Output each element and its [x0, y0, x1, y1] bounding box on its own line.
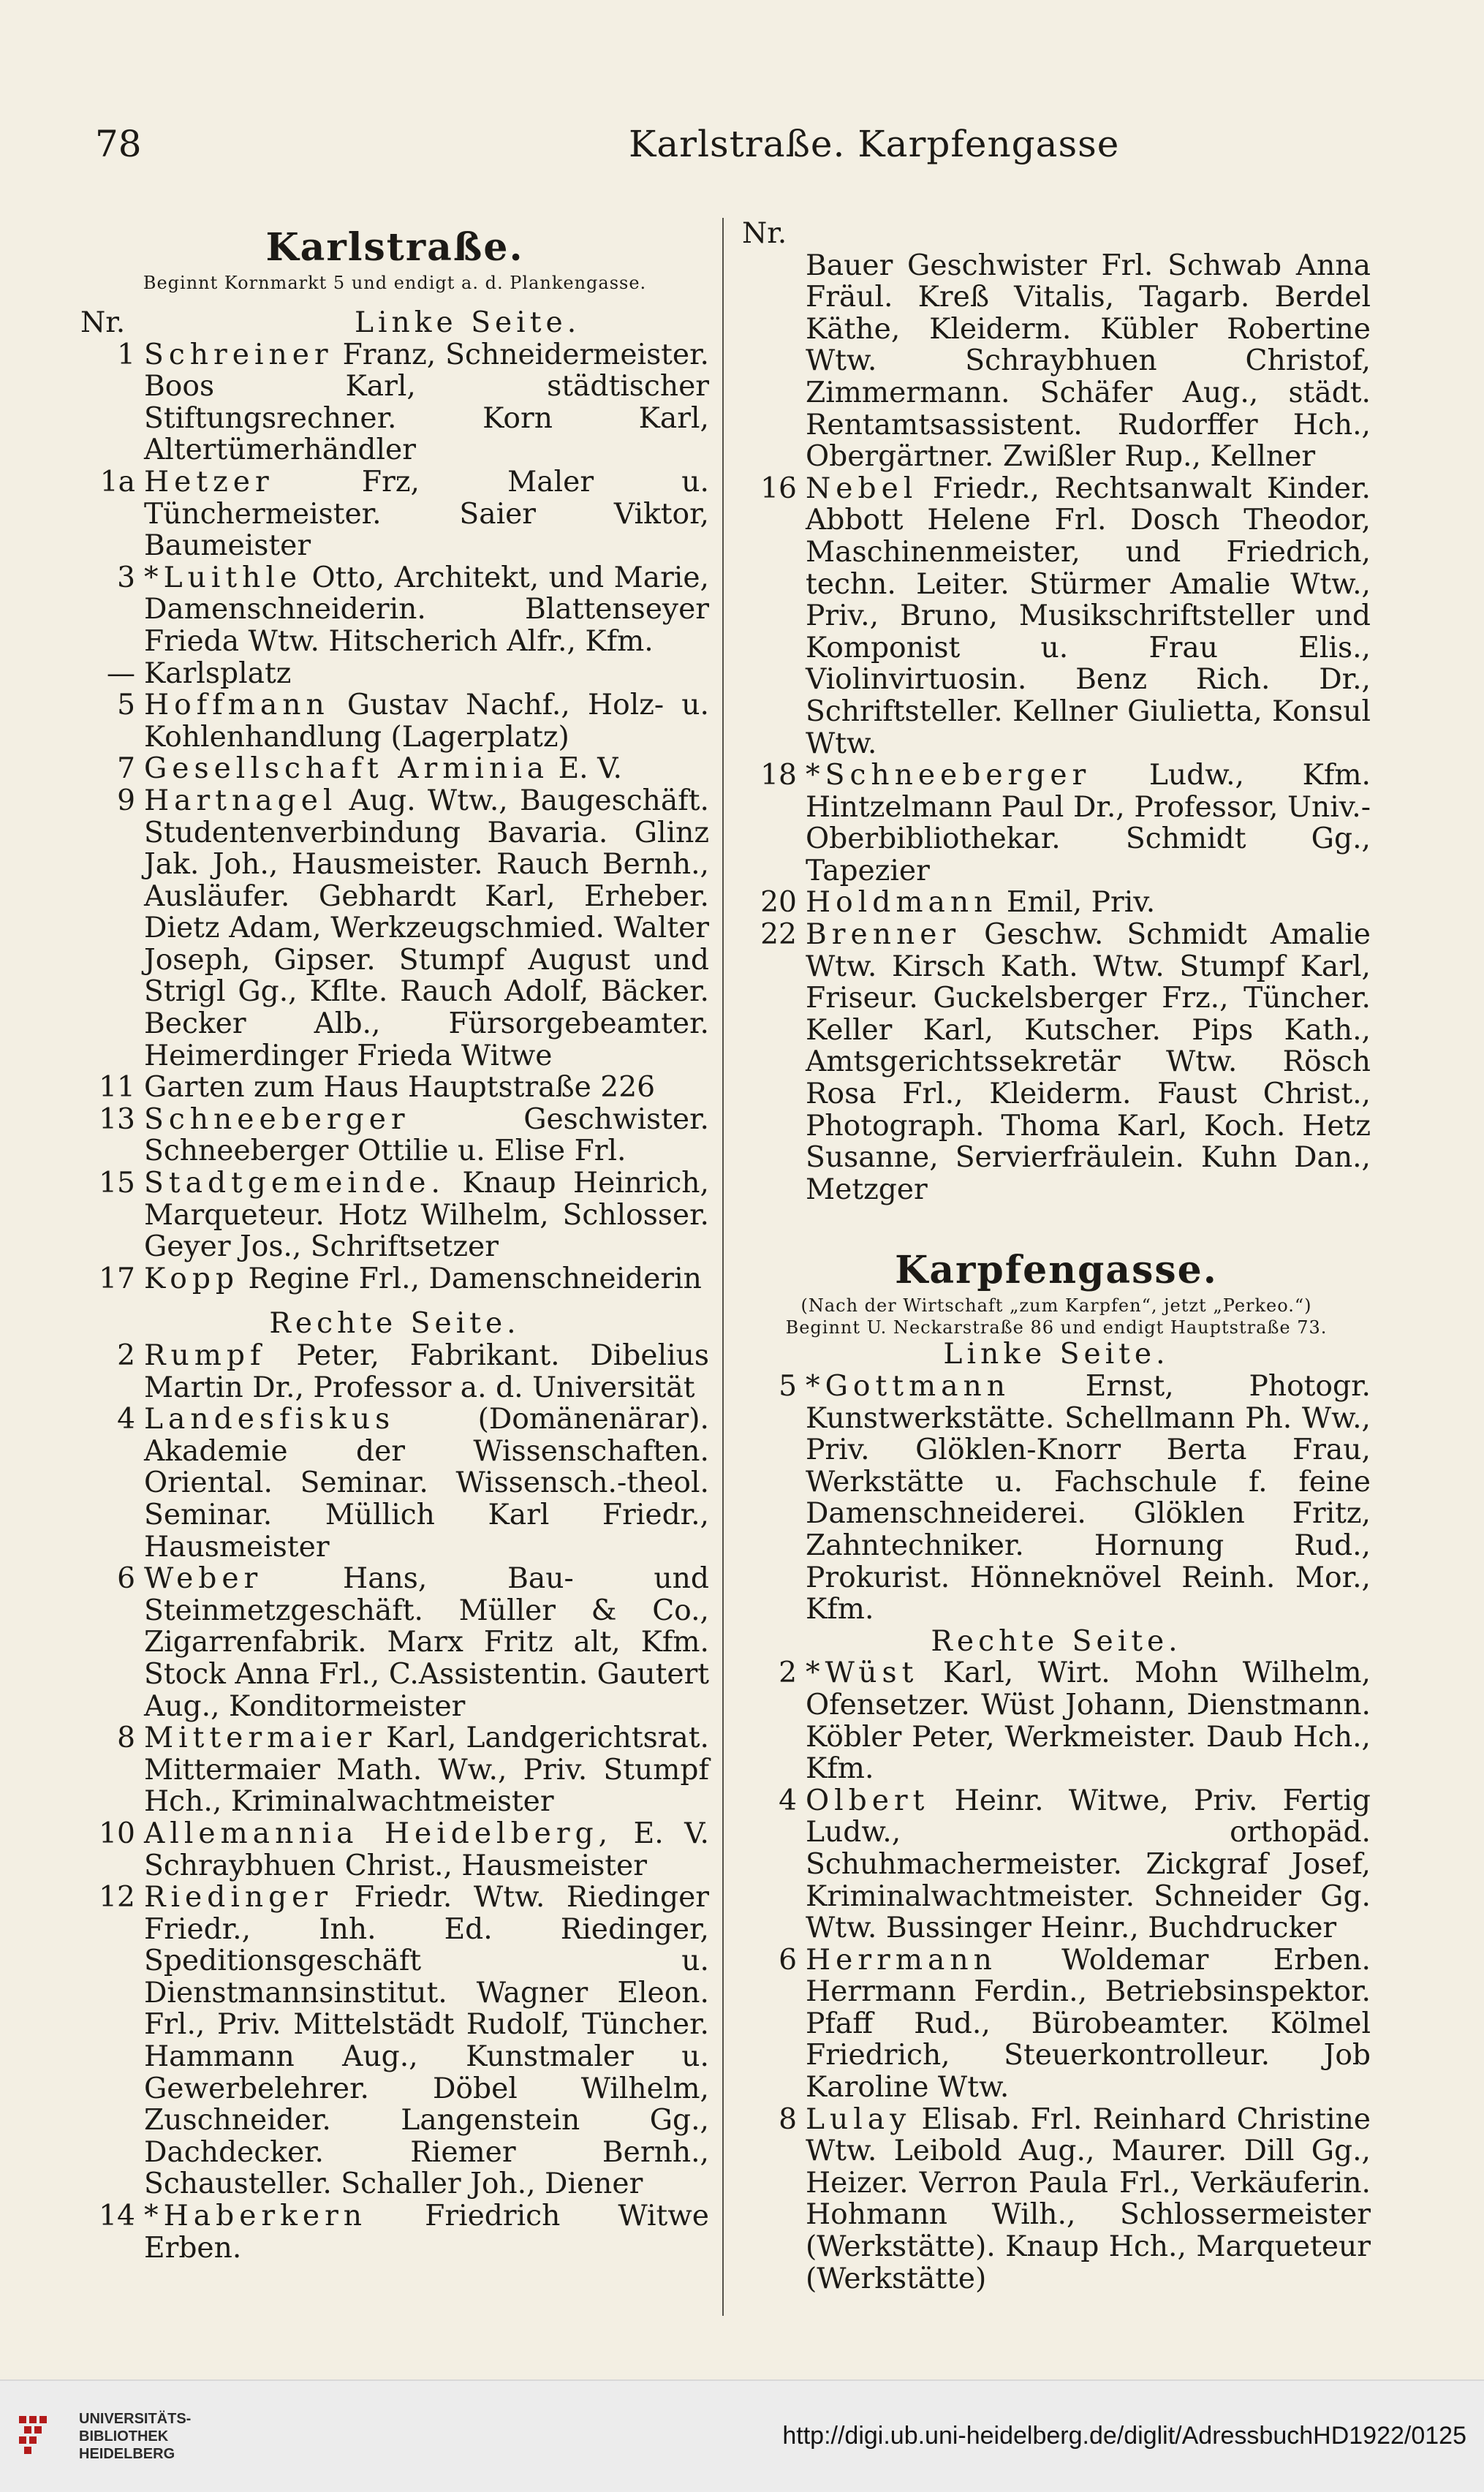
house-number: 12: [99, 1881, 135, 1915]
house-number: 1a: [99, 465, 135, 499]
house-number: 16: [760, 471, 797, 505]
residents-text: Friedr. Wtw. Riedinger Friedr., Inh. Ed. Riedinger, Speditionsgeschäft u. Dienstmannsinstitut. Wagner Eleon. Frl., Priv. Mittelstädt Rudolf, Tüncher. Hammann Aug., Kunstmaler u. Gewerbelehrer. Döbel Wilhelm, Zuschneider. Langenstein Gg., Dachdecker. Riemer Bernh., Schausteller. Schaller Joh., Diener: [144, 1881, 709, 2201]
house-number: 18: [760, 759, 797, 792]
entry-text: [806, 2104, 1371, 2295]
street-subtitle: (Nach der Wirtschaft „zum Karpfen“, jetzt „Perkeo.“): [800, 1295, 1312, 1317]
entry-text: [144, 562, 709, 658]
residents-text: Ernst, Photogr. Kunstwerkstätte. Schellmann Ph. Ww., Priv. Glöklen-Knorr Berta Frau, Werkstätte u. Fachschule f. feine Damenschneiderei. Glöklen Fritz, Zahntechniker. Hornung Rud., Prokurist. Hönneknövel Reinh. Mor., Kfm.: [806, 1370, 1371, 1626]
house-number: 3: [117, 561, 135, 594]
street-subtitle: Beginnt U. Neckarstraße 86 und endigt Hauptstraße 73.: [785, 1317, 1328, 1338]
directory-entry: [80, 1563, 709, 1722]
entry-list: [742, 473, 1371, 1206]
entry-text: [144, 1072, 709, 1104]
house-number: 8: [779, 2102, 797, 2136]
entry-list: [742, 1657, 1371, 2295]
house-number: 6: [117, 1562, 135, 1596]
column-heading: [80, 307, 709, 339]
footer-bar: [0, 2379, 1484, 2492]
entry-text: [806, 887, 1371, 919]
side-heading-left: Linke Seite.: [943, 1338, 1170, 1371]
residents-text: E. V. Schraybhuen Christ., Hausmeister: [144, 1817, 709, 1882]
directory-entry: [80, 1722, 709, 1818]
entry-text: [144, 2200, 709, 2264]
residents-text: Friedr., Rechtsanwalt Kinder. Abbott Helene Frl. Dosch Theodor, Maschinenmeister, und Friedrich, techn. Leiter. Stürmer Amalie Wtw., Priv., Bruno, Musikschriftsteller und Komponist u. Frau Elis., Violinvirtuosin. Benz Rich. Dr., Schriftsteller. Kellner Giulietta, Konsul Wtw.: [806, 471, 1371, 760]
side-heading-left: Linke Seite.: [355, 306, 581, 339]
owner-name: Stadtgemeinde.: [144, 1167, 445, 1200]
street-title-karlstrasse: Karlstraße.: [265, 225, 524, 270]
owner-name: *Haberkern: [144, 2200, 368, 2233]
house-number: 14: [99, 2200, 135, 2233]
residents-text: Franz, Schneidermeister. Boos Karl, städtischer Stiftungsrechner. Korn Karl, Altertümerhändler: [144, 338, 709, 467]
residents-text: Heinr. Witwe, Priv. Fertig Ludw., orthopäd. Schuhmachermeister. Zickgraf Josef, Kriminalwachtmeister. Schneider Gg. Wtw. Bussinger Heinr., Buchdrucker: [806, 1784, 1371, 1945]
residents-text: Geschwister. Schneeberger Ottilie u. Elise Frl.: [144, 1102, 709, 1168]
continued-entry: Bauer Geschwister Frl. Schwab Anna Fräul. Kreß Vitalis, Tagarb. Berdel Käthe, Kleiderm. Kübler Robertine Wtw. Schraybhuen Christof, Zimmermann. Schäfer Aug., städt. Rentamtsassistent. Rudorffer Hch., Obergärtner. Zwißler Rup., Kellner: [806, 249, 1371, 474]
directory-entry: [80, 1404, 709, 1563]
directory-entry: [80, 2200, 709, 2264]
directory-entry: [80, 1167, 709, 1263]
directory-entry: [80, 1263, 709, 1295]
entry-text: [144, 1563, 709, 1722]
directory-entry: [80, 689, 709, 753]
owner-name: Schreiner: [144, 338, 333, 371]
right-column: [742, 218, 1371, 2295]
street-subtitle: Beginnt Kornmarkt 5 und endigt a. d. Plankengasse.: [143, 273, 647, 293]
residents-text: Woldemar Erben. Herrmann Ferdin., Betriebsinspektor. Pfaff Rud., Bürobeamter. Kölmel Friedrich, Steuerkontrolleur. Job Karoline Wtw.: [806, 1943, 1371, 2105]
entry-text: [806, 760, 1371, 887]
directory-entry: [80, 1072, 709, 1104]
owner-name: Hoffmann: [144, 689, 330, 722]
logo-line: HEIDELBERG: [79, 2446, 175, 2462]
left-column: [80, 227, 709, 2264]
directory-entry: [80, 658, 709, 690]
owner-name: Kopp: [144, 1262, 239, 1295]
owner-name: Allemannia Heidelberg,: [144, 1817, 613, 1850]
entry-text: [806, 1657, 1371, 1784]
residents-text: Karlsplatz: [144, 656, 292, 690]
residents-text: Gustav Nachf., Holz- u. Kohlenhandlung (Lagerplatz): [144, 689, 709, 754]
house-number: 10: [99, 1817, 135, 1850]
residents-text: Aug. Wtw., Baugeschäft. Studentenverbindung Bavaria. Glinz Jak. Joh., Hausmeister. Rauch Bernh., Ausläufer. Gebhardt Karl, Erheber. Dietz Adam, Werkzeugschmied. Walter Joseph, Gipser. Stumpf August und Strigl Gg., Kflte. Rauch Adolf, Bäcker. Becker Alb., Fürsorgebeamter. Heimerdinger Frieda Witwe: [144, 784, 709, 1072]
directory-entry: [742, 2104, 1371, 2295]
entry-text: [144, 466, 709, 562]
directory-entry: [742, 1785, 1371, 1944]
residents-text: Karl, Wirt. Mohn Wilhelm, Ofensetzer. Wüst Johann, Dienstmann. Köbler Peter, Werkmeister. Daub Hch., Kfm.: [806, 1656, 1371, 1786]
directory-entry: [80, 1882, 709, 2200]
owner-name: *Luithle: [144, 561, 303, 594]
directory-entry: [80, 785, 709, 1072]
owner-name: Olbert: [806, 1784, 930, 1817]
house-number: 5: [779, 1370, 797, 1403]
house-number: 11: [99, 1071, 135, 1105]
directory-entry: [742, 1371, 1371, 1626]
column-divider: [722, 218, 724, 2316]
house-number: 7: [117, 752, 135, 786]
university-library-logo-icon: [16, 2412, 67, 2463]
page-number: 78: [95, 123, 142, 165]
owner-name: Hetzer: [144, 465, 274, 499]
house-number: 15: [99, 1167, 135, 1200]
residents-text: E. V.: [558, 752, 622, 786]
nr-label: Nr.: [742, 217, 787, 250]
house-number: 9: [117, 784, 135, 817]
owner-name: Gesellschaft Arminia: [144, 752, 550, 786]
owner-name: *Gottmann: [806, 1370, 1010, 1403]
entry-text: [144, 753, 709, 785]
residents-text: Frz, Maler u. Tünchermeister. Saier Viktor, Baumeister: [144, 465, 709, 563]
entry-text: [806, 1785, 1371, 1944]
side-heading-right: Rechte Seite.: [269, 1307, 520, 1341]
side-heading-right: Rechte Seite.: [931, 1624, 1182, 1658]
residents-text: Otto, Architekt, und Marie, Damenschneiderin. Blattenseyer Frieda Wtw. Hitscherich Alfr., Kfm.: [144, 561, 709, 658]
directory-entry: [80, 1818, 709, 1882]
directory-entry: [80, 339, 709, 466]
house-number: 17: [99, 1262, 135, 1295]
directory-entry: [80, 1104, 709, 1167]
entry-list: [742, 1371, 1371, 1626]
house-number: 2: [779, 1656, 797, 1690]
owner-name: Holdmann: [806, 886, 998, 920]
directory-entry: [742, 1944, 1371, 2104]
house-number: 6: [779, 1943, 797, 1977]
residents-text: Friedrich Witwe Erben.: [144, 2200, 709, 2265]
directory-entry: [742, 1657, 1371, 1784]
owner-name: Hartnagel: [144, 784, 338, 817]
directory-entry: [742, 887, 1371, 919]
running-title: Karlstraße. Karpfengasse: [629, 123, 1120, 165]
entry-text: [806, 473, 1371, 760]
directory-entry: [80, 562, 709, 658]
logo-line: UNIVERSITÄTS-: [79, 2411, 192, 2427]
directory-entry: [742, 473, 1371, 760]
house-number: —: [106, 656, 135, 690]
entry-text: [144, 1263, 709, 1295]
street-title-karpfengasse: Karpfengasse.: [895, 1248, 1218, 1293]
entry-text: [144, 339, 709, 466]
residents-text: Emil, Priv.: [1006, 886, 1156, 920]
directory-entry: [742, 919, 1371, 1205]
entry-text: [144, 1340, 709, 1404]
residents-text: Geschw. Schmidt Amalie Wtw. Kirsch Kath. Wtw. Stumpf Karl, Friseur. Guckelsberger Frz., Tüncher. Keller Karl, Kutscher. Pips Kath., Amtsgerichtssekretär Wtw. Rösch Rosa Frl., Kleiderm. Faust Christ., Photograph. Thoma Karl, Koch. Hetz Susanne, Servierfräulein. Kuhn Dan., Metzger: [806, 918, 1371, 1206]
owner-name: *Schneeberger: [806, 759, 1091, 792]
residents-text: Ludw., Kfm. Hintzelmann Paul Dr., Professor, Univ.-Oberbibliothekar. Schmidt Gg., Tapezier: [806, 759, 1371, 887]
house-number: 4: [117, 1403, 135, 1436]
directory-entry: [80, 753, 709, 785]
source-url-link[interactable]: http://digi.ub.uni-heidelberg.de/diglit/AdressbuchHD1922/0125: [782, 2422, 1466, 2450]
house-number: 8: [117, 1722, 135, 1755]
entry-text: [144, 1722, 709, 1818]
directory-entry: [80, 1340, 709, 1404]
owner-name: Schneeberger: [144, 1102, 410, 1136]
residents-text: (Domänenärar). Akademie der Wissenschaften. Oriental. Seminar. Wissensch.-theol. Seminar. Müllich Karl Friedr., Hausmeister: [144, 1403, 709, 1564]
library-name: [79, 2410, 191, 2463]
house-number: 4: [779, 1784, 797, 1817]
owner-name: Nebel: [806, 471, 918, 505]
entry-text: [144, 1167, 709, 1263]
entry-text: [144, 689, 709, 753]
house-number: 1: [117, 338, 135, 371]
entry-text: [144, 1882, 709, 2200]
house-number: 2: [117, 1339, 135, 1372]
logo-line: BIBLIOTHEK: [79, 2428, 169, 2444]
owner-name: Weber: [144, 1562, 263, 1596]
residents-text: Karl, Landgerichtsrat. Mittermaier Math. Ww., Priv. Stumpf Hch., Kriminalwachtmeister: [144, 1722, 709, 1819]
entry-text: [144, 1104, 709, 1167]
owner-name: Riedinger: [144, 1881, 333, 1915]
house-number: 22: [760, 918, 797, 952]
entry-text: [806, 1944, 1371, 2104]
residents-text: Knaup Heinrich, Marqueteur. Hotz Wilhelm, Schlosser. Geyer Jos., Schriftsetzer: [144, 1167, 709, 1264]
nr-label: Nr.: [80, 306, 126, 339]
entry-text: [144, 658, 709, 690]
owner-name: Lulay: [806, 2102, 912, 2136]
entry-text: [144, 1404, 709, 1563]
entry-list: [80, 1340, 709, 2264]
entry-text: [806, 1371, 1371, 1626]
owner-name: Rumpf: [144, 1339, 266, 1372]
residents-text: Regine Frl., Damenschneiderin: [248, 1262, 702, 1295]
house-number: 20: [760, 886, 797, 920]
house-number: 13: [99, 1102, 135, 1136]
page-header: [88, 123, 1404, 189]
entry-text: [144, 785, 709, 1072]
owner-name: Herrmann: [806, 1943, 997, 1977]
directory-entry: [742, 760, 1371, 887]
house-number: 5: [117, 689, 135, 722]
entry-text: [144, 1818, 709, 1882]
directory-entry: [80, 466, 709, 562]
entry-list: [80, 339, 709, 1295]
owner-name: Brenner: [806, 918, 961, 952]
entry-text: [806, 919, 1371, 1205]
owner-name: Landesfiskus: [144, 1403, 395, 1436]
residents-text: Elisab. Frl. Reinhard Christine Wtw. Leibold Aug., Maurer. Dill Gg., Heizer. Verron Paula Frl., Verkäuferin. Hohmann Wilh., Schlossermeister (Werkstätte). Knaup Hch., Marqueteur (Werkstätte): [806, 2102, 1371, 2295]
residents-text: Peter, Fabrikant. Dibelius Martin Dr., Professor a. d. Universität: [144, 1339, 709, 1404]
residents-text: Hans, Bau- und Steinmetzgeschäft. Müller & Co., Zigarrenfabrik. Marx Fritz alt, Kfm. Stock Anna Frl., C.Assistentin. Gautert Aug., Konditormeister: [144, 1562, 709, 1723]
owner-name: Mittermaier: [144, 1722, 377, 1755]
owner-name: *Wüst: [806, 1656, 919, 1690]
residents-text: Garten zum Haus Hauptstraße 226: [144, 1071, 656, 1105]
